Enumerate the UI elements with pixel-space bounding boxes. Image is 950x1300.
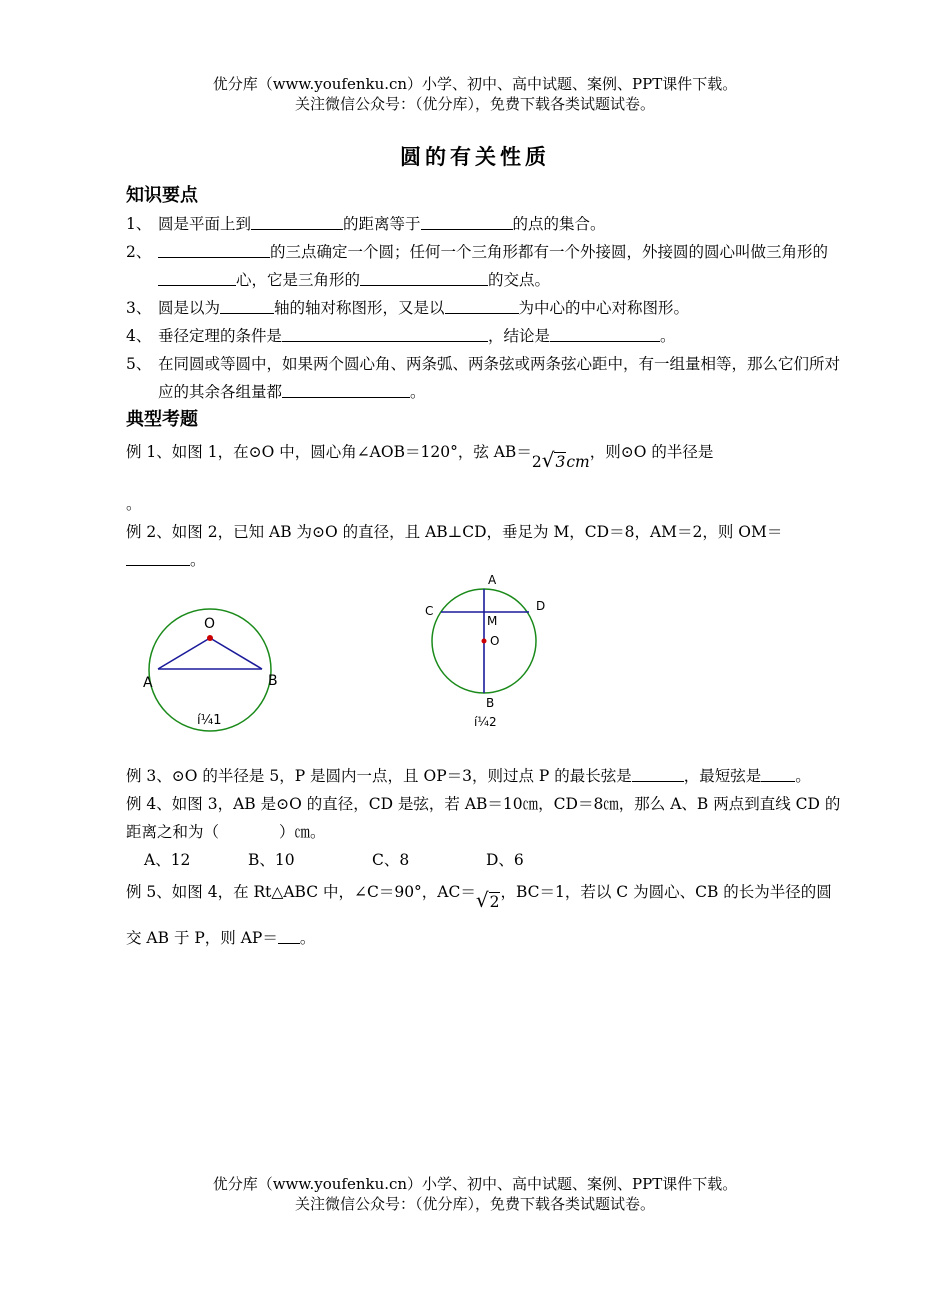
- knowledge-item-5: [126, 350, 842, 406]
- option-d[interactable]: D、6: [486, 851, 524, 869]
- fig1-ob: [210, 638, 262, 669]
- header-line-1: 优分库（www.youfenku.cn）小学、初中、高中试题、案例、PPT课件下载。: [212, 75, 738, 93]
- figures-row: [126, 574, 842, 762]
- figure-1: [143, 609, 278, 731]
- fig2-label-c: C: [425, 604, 434, 618]
- answer-blank[interactable]: [282, 381, 410, 398]
- fig2-label-m: M: [487, 614, 498, 628]
- math-sqrt2: √2: [475, 888, 500, 912]
- option-b[interactable]: B、10: [248, 851, 295, 869]
- item-number: 5、: [126, 355, 152, 373]
- example-2: 例 2、如图 2，已知 AB 为⊙O 的直径，且 AB⊥CD，垂足为 M，CD＝8，AM＝2，则 OM＝。: [126, 523, 783, 569]
- fig2-label-d: D: [536, 599, 546, 613]
- item-text: 圆是以为 轴的轴对称图形，又是以 为中心的中心对称图形。: [158, 299, 690, 317]
- knowledge-item-2: [126, 238, 842, 294]
- page-header: [0, 74, 950, 114]
- fig1-center-dot: [207, 635, 213, 641]
- example-3: 例 3、⊙O 的半径是 5，P 是圆内一点，且 OP＝3，则过点 P 的最长弦是 ，最短弦是 。: [126, 767, 811, 785]
- math-2sqrt3cm: 2√3cm: [531, 448, 590, 472]
- item-number: 2、: [126, 243, 152, 261]
- answer-blank[interactable]: [126, 549, 190, 566]
- item-text: 在同圆或等圆中，如果两个圆心角、两条弧、两条弦或两条弦心距中，有一组量相等，那么它们所对应的其余各组量都 。: [158, 355, 841, 401]
- answer-blank[interactable]: [158, 269, 236, 286]
- fig1-label-o: O: [204, 616, 216, 632]
- answer-blank[interactable]: [761, 765, 795, 782]
- geometry-figures: [126, 574, 842, 762]
- footer-line-2: 关注微信公众号：（优分库），免费下载各类试题试卷。: [294, 1195, 655, 1213]
- fig1-oa: [158, 638, 210, 669]
- example-4-options: [126, 846, 842, 874]
- option-c[interactable]: C、8: [372, 851, 410, 869]
- option-a[interactable]: A、12: [144, 851, 191, 869]
- example-4: 例 4、如图 3，AB 是⊙O 的直径，CD 是弦，若 AB＝10㎝，CD＝8㎝，那么 A、B 两点到直线 CD 的距离之和为（ ）㎝。: [126, 795, 841, 841]
- section-knowledge: 知识要点: [126, 185, 198, 206]
- knowledge-item-4: [126, 322, 842, 350]
- fig2-label-b: B: [486, 696, 495, 710]
- answer-blank[interactable]: [421, 213, 513, 230]
- fig2-label-o: O: [490, 634, 500, 648]
- knowledge-item-1: [126, 210, 842, 238]
- document-body: [126, 182, 842, 956]
- fig1-label-a: A: [143, 675, 153, 691]
- answer-blank[interactable]: [632, 765, 684, 782]
- answer-blank[interactable]: [360, 269, 488, 286]
- fig1-caption: í¼1: [197, 713, 222, 728]
- fig2-caption: í¼2: [474, 715, 497, 729]
- item-text: 的三点确定一个圆；任何一个三角形都有一个外接圆，外接圆的圆心叫做三角形的心，它是三角形的 的交点。: [158, 238, 842, 294]
- fig2-center-dot: [482, 639, 487, 644]
- example-1: 例 1、如图 1，在⊙O 中，圆心角∠AOB＝120°，弦 AB＝2√3cm，则⊙O 的半径是: [126, 434, 842, 480]
- answer-blank[interactable]: [220, 297, 274, 314]
- figure-2: [425, 574, 545, 729]
- section-examples: 典型考题: [126, 409, 198, 430]
- answer-blank[interactable]: [282, 325, 488, 342]
- knowledge-item-3: [126, 294, 842, 322]
- item-text: 垂径定理的条件是 ，结论是 。: [158, 327, 676, 345]
- answer-blank[interactable]: [445, 297, 519, 314]
- page-footer: [0, 1174, 950, 1214]
- page-title: 圆的有关性质: [400, 144, 550, 169]
- item-number: 4、: [126, 327, 152, 345]
- footer-line-1: 优分库（www.youfenku.cn）小学、初中、高中试题、案例、PPT课件下载。: [212, 1175, 738, 1193]
- answer-blank[interactable]: [251, 213, 343, 230]
- answer-blank[interactable]: [158, 241, 270, 258]
- item-number: 1、: [126, 215, 152, 233]
- item-number: 3、: [126, 299, 152, 317]
- fig1-label-b: B: [268, 673, 278, 689]
- example-1-end: 。: [126, 495, 142, 513]
- fig2-label-a: A: [488, 574, 497, 587]
- answer-blank[interactable]: [550, 325, 660, 342]
- example-5: 例 5、如图 4，在 Rt△ABC 中，∠C＝90°，AC＝√2，BC＝1，若以 C 为圆心、CB 的长为半径的圆交 AB 于 P，则 AP＝ 。: [126, 883, 832, 947]
- item-text: 圆是平面上到 的距离等于 的点的集合。: [158, 215, 606, 233]
- answer-blank[interactable]: [278, 927, 300, 944]
- header-line-2: 关注微信公众号：（优分库），免费下载各类试题试卷。: [294, 95, 655, 113]
